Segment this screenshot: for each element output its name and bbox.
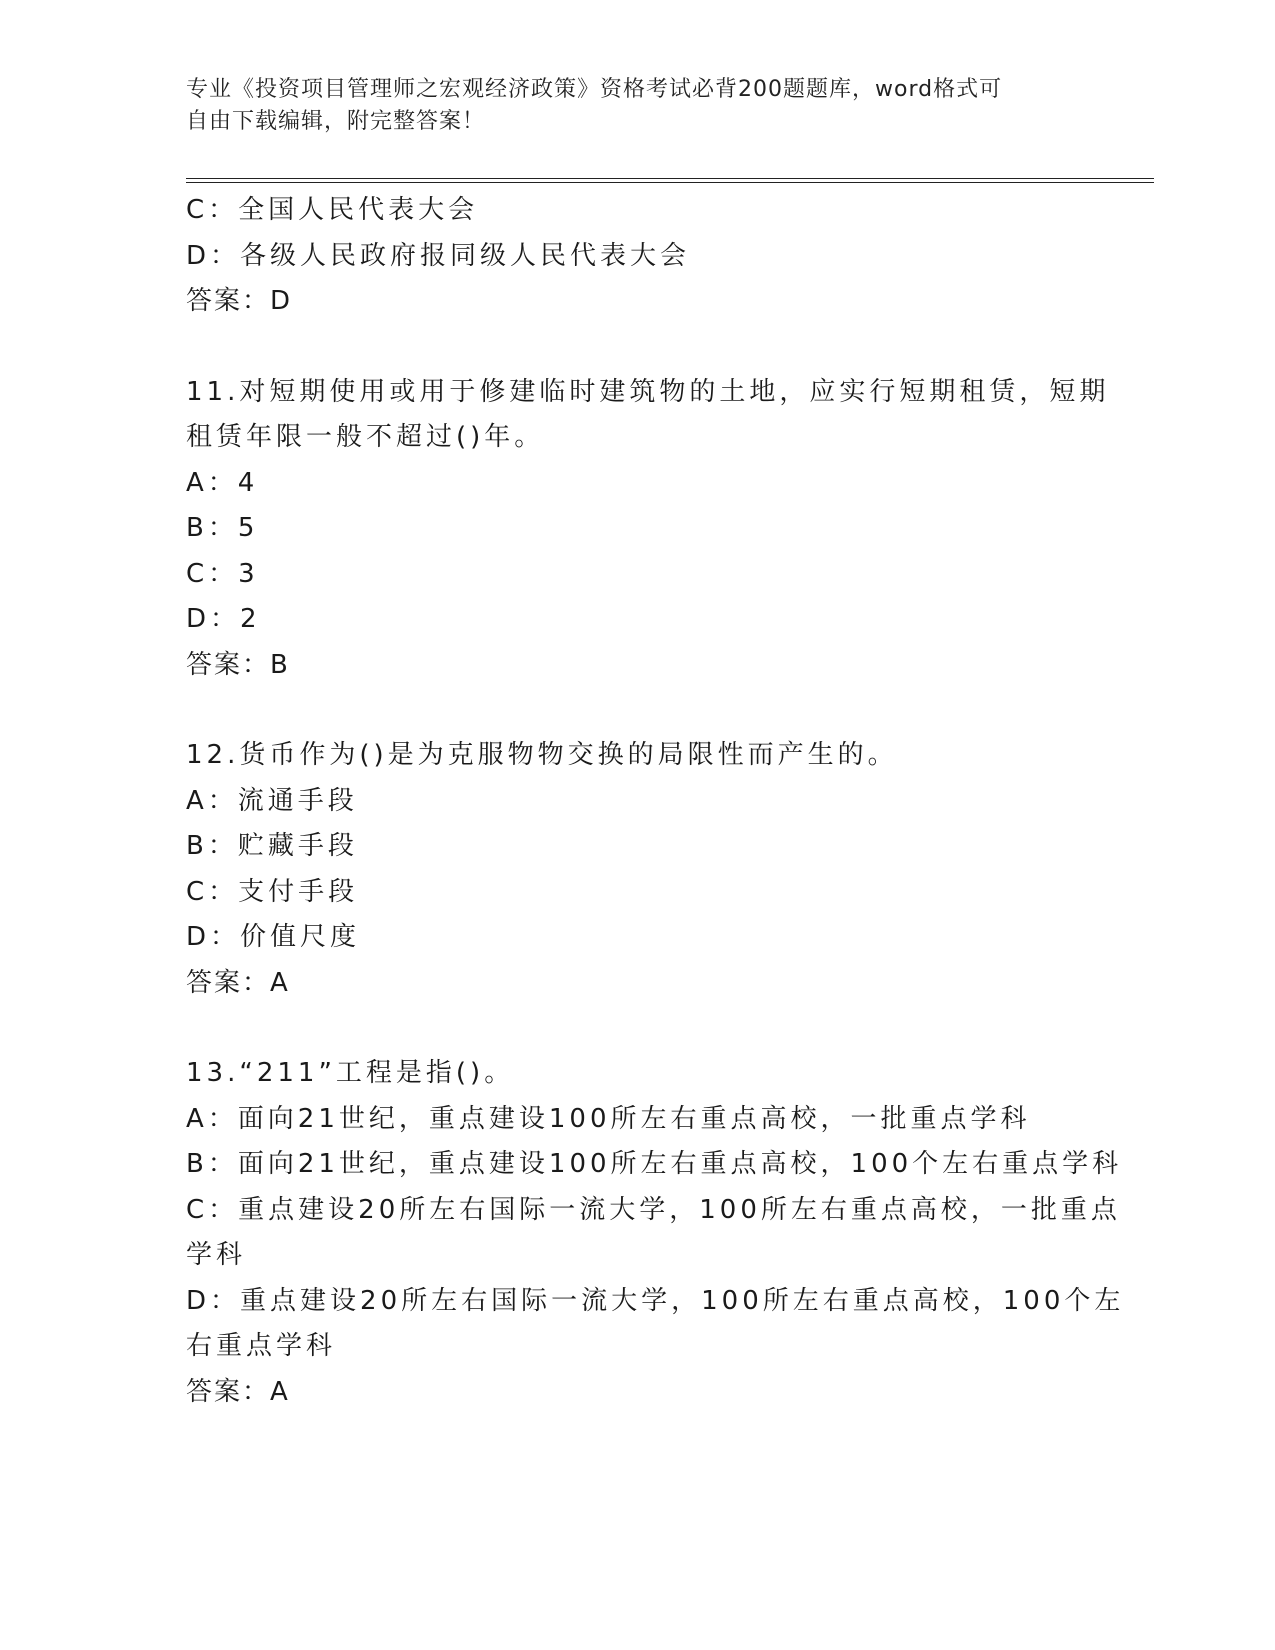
header-line-1: 专业《投资项目管理师之宏观经济政策》资格考试必背200题题库，word格式可 xyxy=(186,77,1003,102)
question-13 xyxy=(186,1051,1146,1415)
option-d-continued: 右重点学科 xyxy=(186,1331,337,1361)
option-c-continued: 学科 xyxy=(186,1240,247,1270)
answer-line: 答案：A xyxy=(186,967,290,998)
option-c: C：全国人民代表大会 xyxy=(186,195,479,225)
answer-line: 答案：B xyxy=(186,649,290,680)
option-c: C：重点建设20所左右国际一流大学，100所左右重点高校，一批重点 xyxy=(186,1194,1121,1225)
option-b: B：面向21世纪，重点建设100所左右重点高校，100个左右重点学科 xyxy=(186,1149,1123,1179)
spacer xyxy=(186,688,1146,733)
option-d: D：2 xyxy=(186,604,261,634)
header-line-2: 自由下载编辑，附完整答案！ xyxy=(186,109,486,134)
question-stem-line: 租赁年限一般不超过()年。 xyxy=(186,422,545,452)
option-d: D：价值尺度 xyxy=(186,922,361,952)
option-a: A：流通手段 xyxy=(186,785,358,816)
option-a: A：4 xyxy=(186,467,259,498)
spacer xyxy=(186,325,1146,370)
header-divider xyxy=(186,178,1154,183)
question-11 xyxy=(186,370,1146,689)
answer-line: 答案：D xyxy=(186,286,293,316)
question-12 xyxy=(186,733,1146,1006)
option-c: C：支付手段 xyxy=(186,876,359,907)
option-c: C：3 xyxy=(186,558,259,589)
question-list xyxy=(186,188,1146,1415)
spacer xyxy=(186,1006,1146,1051)
option-b: B：5 xyxy=(186,513,259,543)
option-b: B：贮藏手段 xyxy=(186,831,358,861)
question-stem-line: 12.货币作为()是为克服物物交换的局限性而产生的。 xyxy=(186,740,898,770)
answer-line: 答案：A xyxy=(186,1376,290,1407)
option-a: A：面向21世纪，重点建设100所左右重点高校，一批重点学科 xyxy=(186,1103,1031,1134)
question-stem-line: 13.“211”工程是指()。 xyxy=(186,1058,515,1088)
page-header xyxy=(186,74,1086,138)
option-d: D：重点建设20所左右国际一流大学，100所左右重点高校，100个左 xyxy=(186,1285,1125,1316)
question-stem-line: 11.对短期使用或用于修建临时建筑物的土地，应实行短期租赁，短期 xyxy=(186,376,1110,407)
previous-question xyxy=(186,188,1146,325)
option-d: D：各级人民政府报同级人民代表大会 xyxy=(186,240,691,271)
